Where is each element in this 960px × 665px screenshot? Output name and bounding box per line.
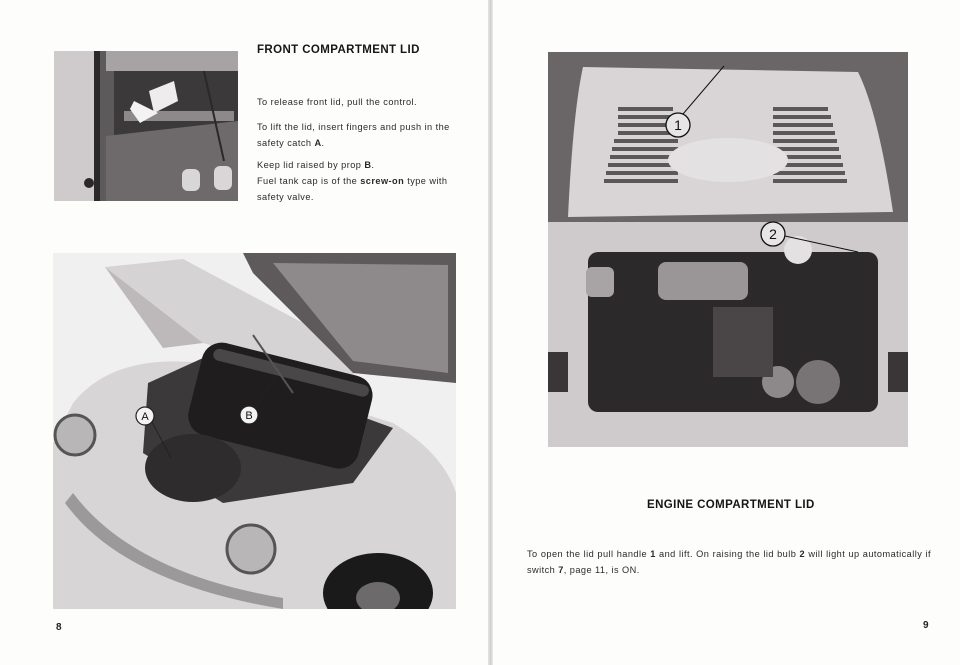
callout-b: B <box>245 410 253 422</box>
instruction-text: To open the lid pull handle <box>527 549 651 559</box>
instruction-text: Keep lid raised by prop <box>257 160 365 170</box>
instruction-text: type with safety valve. <box>257 176 448 202</box>
engine-lid-title: ENGINE COMPARTMENT LID <box>647 499 815 511</box>
instruction-text: and lift. On raising the lid bulb <box>655 549 800 559</box>
instruction-text: , page 11, is ON. <box>563 565 640 575</box>
instruction-fuel-cap <box>257 173 457 205</box>
instruction-text: To lift the lid, insert fingers and push in the safety catch <box>257 122 450 148</box>
ref-switch-7: 7 <box>558 565 564 575</box>
instruction-text: To release front lid, pull the control. <box>257 97 418 107</box>
right-page <box>493 0 960 665</box>
instruction-text: . <box>371 160 375 170</box>
engine-lid-instruction <box>527 546 931 578</box>
callout-2: 2 <box>769 226 777 242</box>
engine-compartment-photo <box>548 52 908 447</box>
instruction-release <box>257 94 457 110</box>
ref-label-a: A <box>314 138 322 148</box>
ref-label-b: B <box>364 160 372 170</box>
callout-a: A <box>141 411 149 423</box>
instruction-lift <box>257 119 457 151</box>
front-lid-title: FRONT COMPARTMENT LID <box>257 44 420 56</box>
page-number-right: 9 <box>923 620 929 631</box>
front-compartment-photo <box>53 253 456 609</box>
page-number-left: 8 <box>56 622 62 633</box>
interior-control-photo <box>54 51 238 201</box>
ref-screw-on: screw-on <box>360 176 405 186</box>
instruction-text: Fuel tank cap is of the <box>257 176 361 186</box>
ref-handle-1: 1 <box>650 549 656 559</box>
instruction-text: will light up automatically if switch <box>527 549 931 575</box>
instruction-prop <box>257 157 457 173</box>
callout-1: 1 <box>674 117 682 133</box>
instruction-text: . <box>321 138 325 148</box>
ref-bulb-2: 2 <box>799 549 806 559</box>
